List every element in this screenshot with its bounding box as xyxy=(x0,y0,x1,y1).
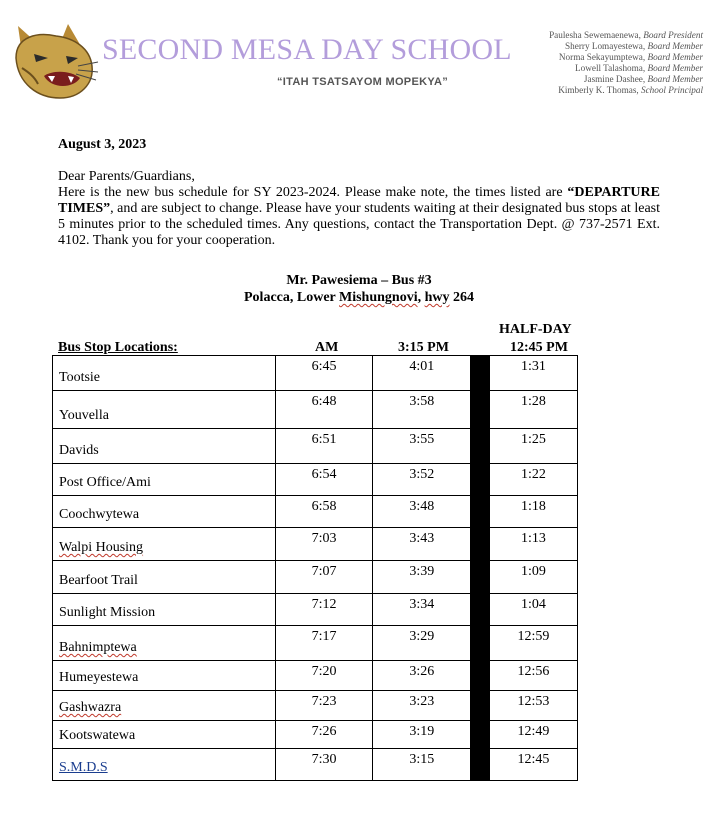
pm-time: 4:01 xyxy=(373,356,471,391)
letter-paragraph: Here is the new bus schedule for SY 2023-2024. Please make note, the times listed are “DEPARTURE TIMES”, and are subject to change. Please have your students waiting at their designated bus stops at least 5 minutes prior to the scheduled times. Any questions, contact the Transportation Dept. @ 737-2571 Ext. 4102. Thank you for your cooperation. xyxy=(58,185,660,248)
black-separator xyxy=(471,721,490,749)
stop-name: Bahnimptewa xyxy=(53,626,276,661)
driver-bus-line: Mr. Pawesiema – Bus #3 xyxy=(286,273,432,288)
pm-time: 3:55 xyxy=(373,429,471,464)
half-day-time: 12:53 xyxy=(489,691,577,721)
board-member: Paulesha Sewemaenewa, Board President xyxy=(549,30,703,40)
pm-time: 3:29 xyxy=(373,626,471,661)
table-row xyxy=(53,429,578,464)
stop-name: Youvella xyxy=(53,391,276,429)
board-member: Norma Sekayumptewa, Board Member xyxy=(558,52,703,62)
table-row xyxy=(53,391,578,429)
pm-time: 3:15 xyxy=(373,749,471,781)
am-time: 7:07 xyxy=(275,561,373,594)
bus-schedule-table xyxy=(52,355,578,781)
table-row xyxy=(53,356,578,391)
am-time: 7:03 xyxy=(275,528,373,561)
wildcat-logo xyxy=(8,18,100,102)
board-member: Jasmine Dashee, Board Member xyxy=(583,74,703,84)
half-day-time: 1:22 xyxy=(489,464,577,496)
pm-time: 3:19 xyxy=(373,721,471,749)
table-row xyxy=(53,464,578,496)
stop-name: Davids xyxy=(53,429,276,464)
stop-name: Coochwytewa xyxy=(53,496,276,528)
black-separator xyxy=(471,661,490,691)
half-day-time: 1:13 xyxy=(489,528,577,561)
half-day-time: 12:59 xyxy=(489,626,577,661)
am-time: 6:48 xyxy=(275,391,373,429)
table-row xyxy=(53,721,578,749)
school-name: SECOND MESA DAY SCHOOL xyxy=(102,33,512,66)
board-member: Lowell Talashoma, Board Member xyxy=(575,63,703,73)
stop-name xyxy=(53,749,276,781)
pm-time: 3:43 xyxy=(373,528,471,561)
pm-time: 3:26 xyxy=(373,661,471,691)
table-row xyxy=(53,749,578,781)
pm-time: 3:34 xyxy=(373,594,471,626)
half-day-time: 12:45 xyxy=(489,749,577,781)
table-row xyxy=(53,626,578,661)
column-header-half-day-time: 12:45 PM xyxy=(510,340,568,355)
pm-time: 3:39 xyxy=(373,561,471,594)
route-line: Polacca, Lower Mishungnovi, hwy 264 xyxy=(244,290,474,305)
half-day-time: 12:56 xyxy=(489,661,577,691)
am-time: 7:30 xyxy=(275,749,373,781)
stop-name: Tootsie xyxy=(53,356,276,391)
half-day-time: 12:49 xyxy=(489,721,577,749)
table-row xyxy=(53,561,578,594)
pm-time: 3:23 xyxy=(373,691,471,721)
letter-body xyxy=(58,137,660,249)
stop-name: Post Office/Ami xyxy=(53,464,276,496)
am-time: 6:54 xyxy=(275,464,373,496)
school-motto: “ITAH TSATSAYOM MOPEKYA” xyxy=(277,76,448,88)
table-row xyxy=(53,691,578,721)
half-day-time: 1:09 xyxy=(489,561,577,594)
pm-time: 3:58 xyxy=(373,391,471,429)
am-time: 7:20 xyxy=(275,661,373,691)
black-separator xyxy=(471,749,490,781)
letter-date: August 3, 2023 xyxy=(58,137,147,152)
stop-name: Kootswatewa xyxy=(53,721,276,749)
half-day-time: 1:18 xyxy=(489,496,577,528)
salutation: Dear Parents/Guardians, xyxy=(58,169,195,184)
am-time: 7:12 xyxy=(275,594,373,626)
table-row xyxy=(53,528,578,561)
black-separator xyxy=(471,626,490,661)
black-separator xyxy=(471,356,490,391)
bus-heading xyxy=(0,272,718,306)
board-member: Sherry Lomayestewa, Board Member xyxy=(565,41,703,51)
stop-name: Gashwazra xyxy=(53,691,276,721)
table-row xyxy=(53,594,578,626)
stop-name: Bearfoot Trail xyxy=(53,561,276,594)
black-separator xyxy=(471,594,490,626)
black-separator xyxy=(471,528,490,561)
black-separator xyxy=(471,496,490,528)
column-header-half-day: HALF-DAY xyxy=(499,322,572,337)
half-day-time: 1:31 xyxy=(489,356,577,391)
column-header-am: AM xyxy=(315,340,339,355)
am-time: 7:26 xyxy=(275,721,373,749)
half-day-time: 1:04 xyxy=(489,594,577,626)
column-header-315pm: 3:15 PM xyxy=(398,340,449,355)
stop-name: Sunlight Mission xyxy=(53,594,276,626)
pm-time: 3:48 xyxy=(373,496,471,528)
black-separator xyxy=(471,391,490,429)
smds-link[interactable]: S.M.D.S xyxy=(59,760,108,775)
am-time: 7:17 xyxy=(275,626,373,661)
black-separator xyxy=(471,429,490,464)
am-time: 6:58 xyxy=(275,496,373,528)
half-day-time: 1:25 xyxy=(489,429,577,464)
departure-times-emphasis: “DEPARTURE TIMES” xyxy=(58,185,660,216)
am-time: 7:23 xyxy=(275,691,373,721)
board-members-list xyxy=(549,30,703,96)
stop-name: Humeyestewa xyxy=(53,661,276,691)
stop-name: Walpi Housing xyxy=(53,528,276,561)
black-separator xyxy=(471,464,490,496)
black-separator xyxy=(471,691,490,721)
table-row xyxy=(53,661,578,691)
column-header-stops: Bus Stop Locations: xyxy=(58,340,178,355)
half-day-time: 1:28 xyxy=(489,391,577,429)
table-row xyxy=(53,496,578,528)
pm-time: 3:52 xyxy=(373,464,471,496)
am-time: 6:45 xyxy=(275,356,373,391)
am-time: 6:51 xyxy=(275,429,373,464)
board-member: Kimberly K. Thomas, School Principal xyxy=(558,85,703,95)
black-separator xyxy=(471,561,490,594)
